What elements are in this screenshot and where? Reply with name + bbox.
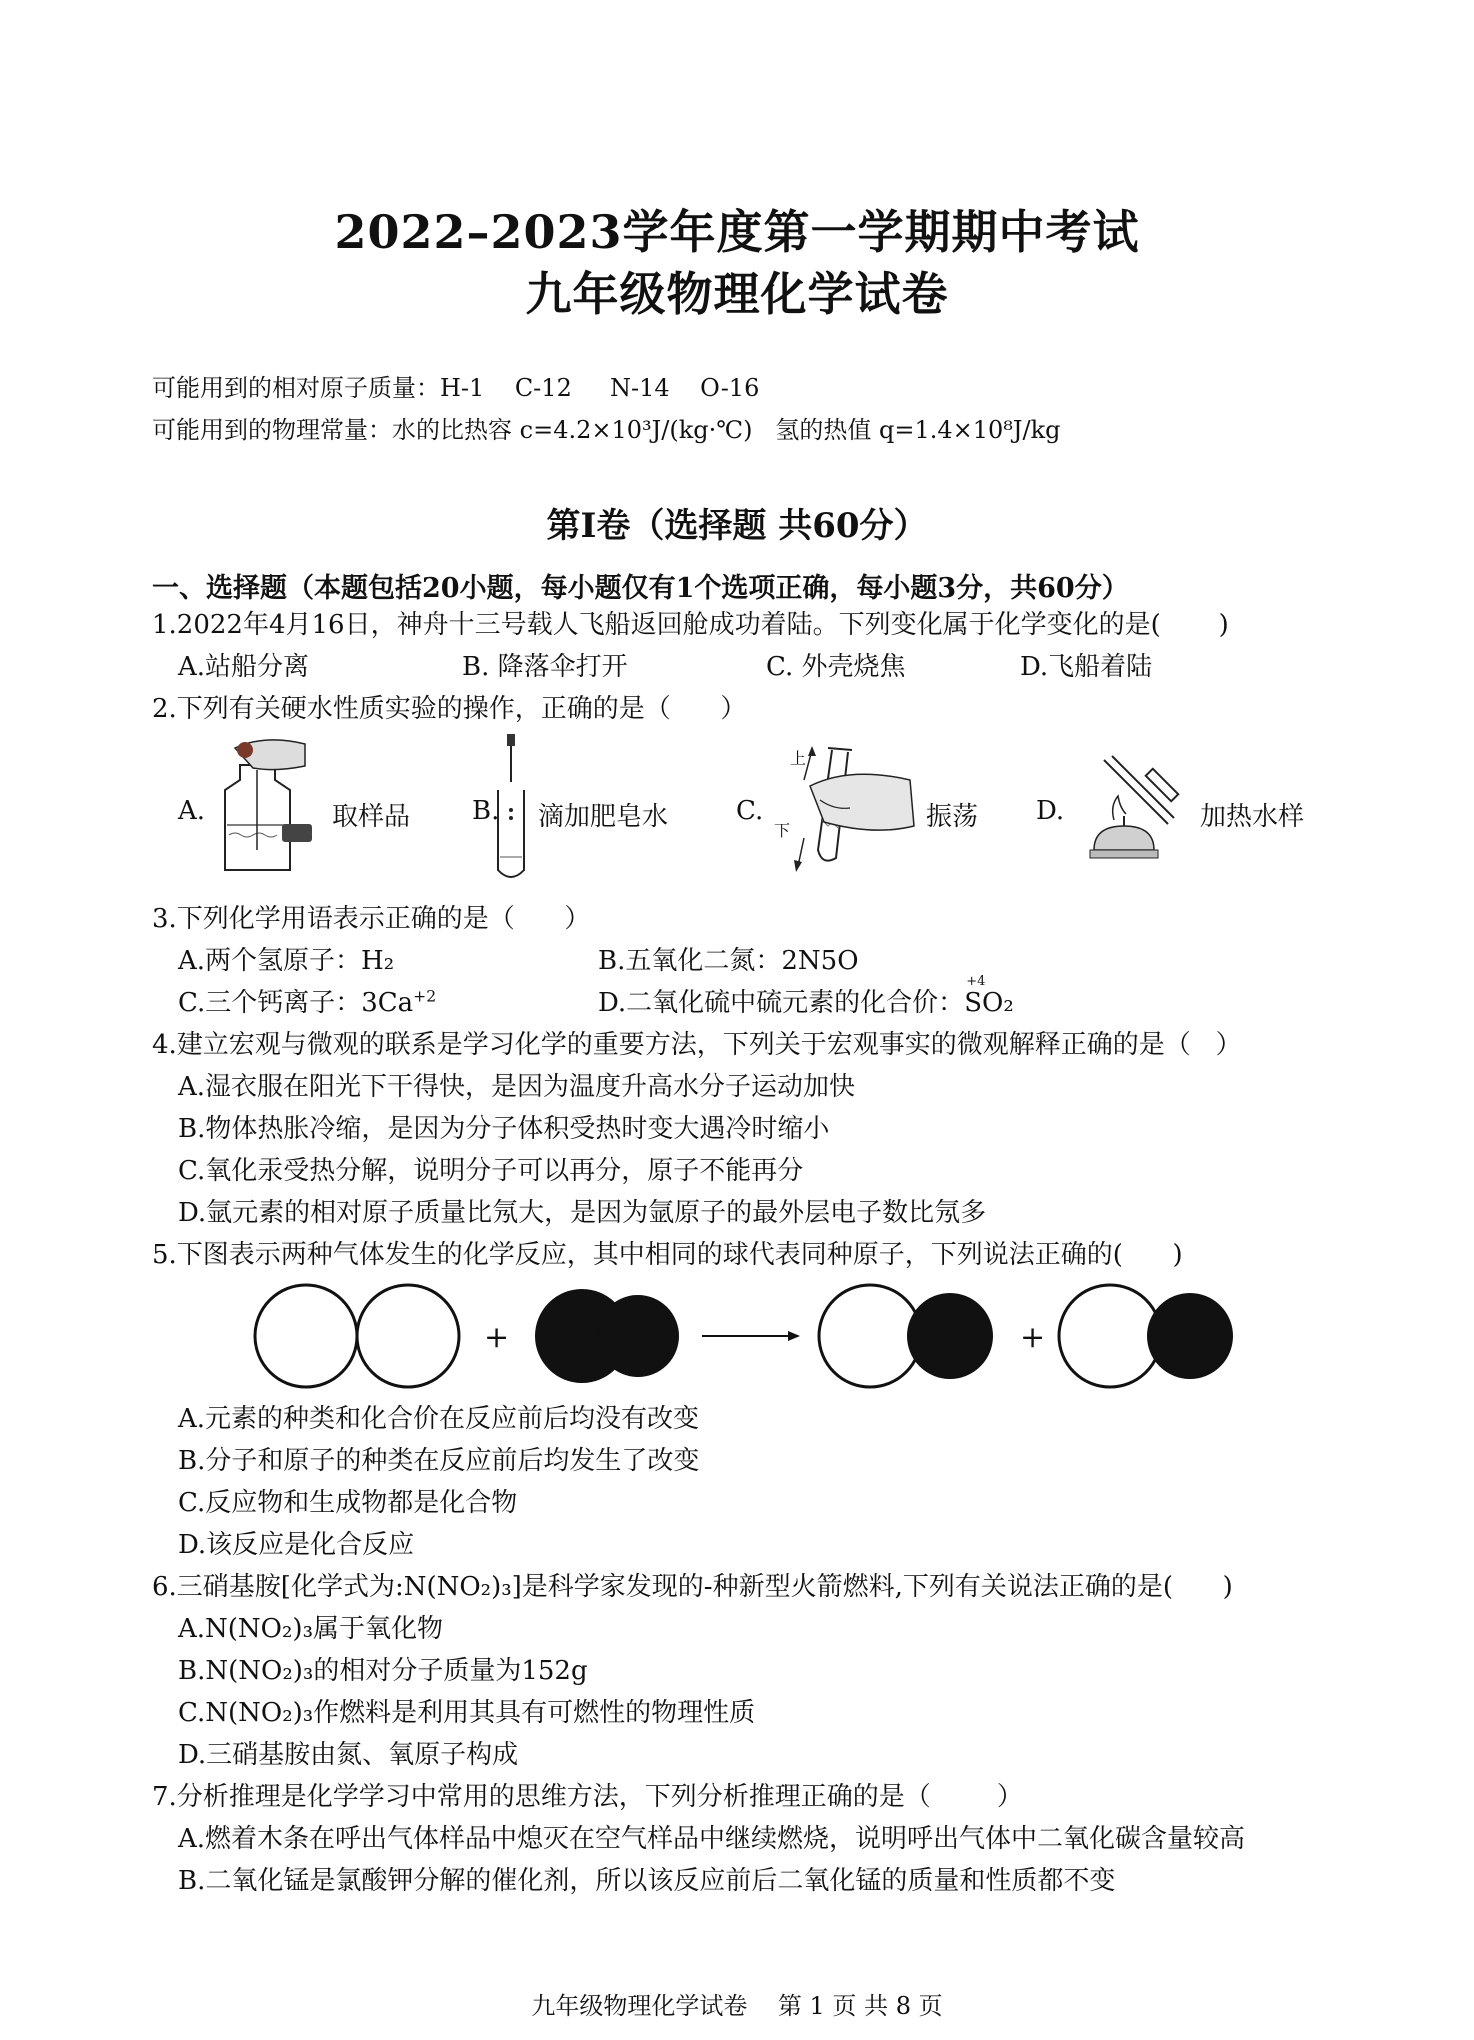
q1-option-a: A.站船分离 [178, 652, 310, 682]
q3-option-c [178, 982, 436, 1019]
exam-title-line1: 2022–2023学年度第一学期期中考试 [334, 205, 1140, 259]
physics-constants-prefix: 可能用到的物理常量：水的比热容 [152, 416, 520, 444]
q3-stem: 3.下列化学用语表示正确的是（ ） [152, 904, 591, 934]
q5-option-a: A.元素的种类和化合价在反应前后均没有改变 [178, 1404, 700, 1434]
product1-atom1 [819, 1285, 921, 1387]
reactant1-atom1 [255, 1285, 357, 1387]
arrow-up-label: 上 [790, 749, 807, 768]
page-footer: 九年级物理化学试卷 第 1 页 共 8 页 [531, 1992, 943, 2020]
q6-stem: 6.三硝基胺[化学式为:N(NO₂)₃]是科学家发现的-种新型火箭燃料,下列有关说法正确的是( ) [152, 1572, 1233, 1602]
q4-stem: 4.建立宏观与微观的联系是学习化学的重要方法，下列关于宏观事实的微观解释正确的是（ ） [152, 1030, 1242, 1060]
alcohol-lamp-heating-illustration [1064, 750, 1204, 870]
stopper-illustration [280, 822, 314, 844]
section-heading: 第Ⅰ卷（选择题 共60分） [546, 506, 928, 546]
part-heading: 一、选择题（本题包括20小题，每小题仅有1个选项正确，每小题3分，共60分） [152, 573, 1129, 604]
q6-option-a: A.N(NO₂)₃属于氧化物 [178, 1614, 443, 1644]
q2-option-d-letter: D. [1036, 796, 1065, 826]
q3-option-c-text: C.三个钙离子：3Ca [178, 988, 414, 1018]
q3-option-d [598, 974, 1014, 1019]
reactant2-atom2 [598, 1296, 678, 1376]
q2-stem: 2.下列有关硬水性质实验的操作，正确的是（ ） [152, 694, 747, 724]
product1-atom2 [908, 1294, 992, 1378]
q7-option-a: A.燃着木条在呼出气体样品中熄灭在空气样品中继续燃烧，说明呼出气体中二氧化碳含量较高 [178, 1824, 1246, 1854]
q5-option-b: B.分子和原子的种类在反应前后均发生了改变 [178, 1446, 700, 1476]
q1-option-c: C. 外壳烧焦 [766, 652, 906, 682]
q3-option-b: B.五氧化二氮：2N5O [598, 946, 859, 976]
q5-option-d: D.该反应是化合反应 [178, 1530, 415, 1560]
hydrogen-heat-value: q=1.4×10⁸J/kg [878, 416, 1061, 444]
hydrogen-heat-label: 氢的热值 [752, 416, 879, 444]
q7-stem: 7.分析推理是化学学习中常用的思维方法，下列分析推理正确的是（ ） [152, 1782, 1023, 1812]
pouring-bottle-illustration [205, 730, 315, 880]
q3-option-a: A.两个氢原子：H₂ [178, 946, 395, 976]
q7-option-b: B.二氧化锰是氯酸钾分解的催化剂，所以该反应前后二氧化锰的质量和性质都不变 [178, 1866, 1116, 1896]
product2-atom1 [1059, 1285, 1161, 1387]
q4-option-c: C.氧化汞受热分解，说明分子可以再分，原子不能再分 [178, 1156, 804, 1186]
q4-option-a: A.湿衣服在阳光下干得快，是因为温度升高水分子运动加快 [178, 1072, 856, 1102]
physics-constants-line [152, 410, 1061, 445]
reaction-diagram [250, 1280, 1250, 1400]
q1-option-d: D.飞船着陆 [1020, 652, 1153, 682]
reaction-plus-1: + [484, 1320, 510, 1355]
q2-option-a-label: 取样品 [332, 802, 411, 832]
reaction-arrowhead [788, 1331, 800, 1341]
q2-option-b-letter: B. [472, 796, 500, 826]
arrow-down-label: 下 [774, 821, 791, 840]
q2-option-c-label: 振荡 [926, 802, 979, 832]
q3-option-d-text: D.二氧化硫中硫元素的化合价： [598, 988, 965, 1018]
q5-option-c: C.反应物和生成物都是化合物 [178, 1488, 518, 1518]
q1-option-b: B. 降落伞打开 [462, 652, 628, 682]
q3-option-d-valence: +4 [966, 974, 986, 989]
q4-option-b: B.物体热胀冷缩，是因为分子体积受热时变大遇冷时缩小 [178, 1114, 830, 1144]
product2-atom2 [1148, 1294, 1232, 1378]
q2-option-b-label: 滴加肥皂水 [538, 802, 669, 832]
q6-option-d: D.三硝基胺由氮、氧原子构成 [178, 1740, 519, 1770]
water-heat-capacity: c=4.2×10³J/(kg·℃) [519, 416, 753, 444]
q1-stem: 1.2022年4月16日，神舟十三号载人飞船返回舱成功着陆。下列变化属于化学变化的是( ) [152, 610, 1229, 640]
q6-option-c: C.N(NO₂)₃作燃料是利用其具有可燃性的物理性质 [178, 1698, 756, 1728]
reaction-plus-2: + [1020, 1320, 1046, 1355]
q3-option-c-charge: +2 [413, 987, 437, 1006]
q4-option-d: D.氩元素的相对原子质量比氖大，是因为氩原子的最外层电子数比氖多 [178, 1198, 987, 1228]
q2-option-d-label: 加热水样 [1200, 802, 1305, 832]
q3-option-d-formula: SO₂ [964, 988, 1014, 1018]
atomic-masses-line: 可能用到的相对原子质量：H-1 C-12 N-14 O-16 [152, 374, 760, 402]
q5-stem: 5.下图表示两种气体发生的化学反应，其中相同的球代表同种原子，下列说法正确的( ) [152, 1240, 1183, 1270]
reactant1-atom2 [357, 1285, 459, 1387]
dropper-test-tube-illustration [492, 732, 530, 882]
q6-option-b: B.N(NO₂)₃的相对分子质量为152g [178, 1656, 588, 1686]
q2-option-c-letter: C. [736, 796, 764, 826]
q2-option-a-letter: A. [178, 796, 206, 826]
exam-title-line2: 九年级物理化学试卷 [525, 267, 949, 321]
